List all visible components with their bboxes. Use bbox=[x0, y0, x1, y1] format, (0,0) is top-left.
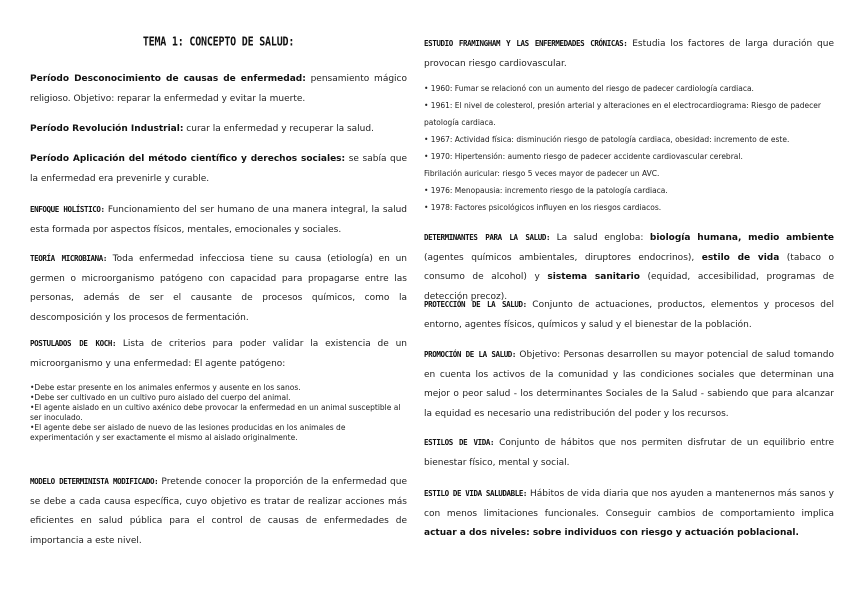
list-item: • 1960: Fumar se relacionó con un aumento del riesgo de padecer cardiología cardiaca. bbox=[424, 84, 754, 93]
heading: PROTECCIÓN DE LA SALUD: bbox=[424, 300, 527, 309]
text: Conjunto de actuaciones, productos, elementos y procesos del entorno, agentes físicos, químicos y salud y el bienestar de la población. bbox=[424, 300, 834, 330]
heading: PROMOCIÓN DE LA SALUD: bbox=[424, 350, 517, 359]
text: Lista de criterios para poder validar la existencia de un microorganismo y una enfermedad: El agente patógeno: bbox=[30, 339, 407, 369]
heading: Período Desconocimiento de causas de enfermedad: bbox=[30, 74, 306, 84]
heading: MODELO DETERMINISTA MODIFICADO: bbox=[30, 477, 159, 486]
heading: ESTILO DE VIDA SALUDABLE: bbox=[424, 489, 528, 498]
list-item: • 1970: Hipertensión: aumento riesgo de padecer accidente cardiovascular cerebral. bbox=[424, 152, 743, 161]
heading: TEORÍA MICROBIANA: bbox=[30, 254, 107, 263]
list-item: •El agente aislado en un cultivo axénico debe provocar la enfermedad en un animal susceptible al ser inoculado. bbox=[30, 403, 401, 422]
list-item: • 1976: Menopausia: incremento riesgo de la patología cardiaca. bbox=[424, 186, 668, 195]
paragraph-estilos-vida bbox=[424, 433, 834, 473]
text: Toda enfermedad infecciosa tiene su causa (etiología) en un germen o microorganismo patógeno con capacidad para propagarse entre las personas, además de ser el causante de procesos químicos, como la descomposición y los procesos de fermentación. bbox=[30, 254, 407, 323]
bold-text: actuar a dos niveles: sobre individuos con riesgo y actuación poblacional. bbox=[424, 528, 799, 538]
heading: Período Revolución Industrial: bbox=[30, 124, 184, 134]
paragraph-proteccion bbox=[424, 295, 834, 335]
page-title: TEMA 1: CONCEPTO DE SALUD: bbox=[142, 35, 295, 50]
paragraph-promocion bbox=[424, 345, 834, 424]
bold-text: estilo de vida bbox=[701, 252, 780, 263]
list-item: •El agente debe ser aislado de nuevo de las lesiones producidas en los animales de experimentación y ser exactamente el mismo al aislado originalmente. bbox=[30, 423, 346, 442]
bold-text: sistema sanitario bbox=[547, 272, 640, 282]
paragraph-desconocimiento bbox=[30, 70, 407, 109]
heading: POSTULADOS DE KOCH: bbox=[30, 339, 117, 348]
paragraph-enfoque-holistico bbox=[30, 200, 407, 240]
text: Conjunto de hábitos que nos permiten disfrutar de un equilibrio entre bienestar físico, mental y social. bbox=[424, 438, 834, 468]
text: Hábitos de vida diaria que nos ayuden a mantenernos más sanos y con menos limitaciones funcionales. Conseguir cambios de comportamiento implica bbox=[424, 489, 834, 519]
text: La salud engloba: bbox=[550, 233, 650, 243]
heading: ESTILOS DE VIDA: bbox=[424, 438, 495, 447]
heading: ESTUDIO FRAMINGHAM Y LAS ENFERMEDADES CRÓNICAS: bbox=[424, 39, 628, 48]
list-item: • 1967: Actividad física: disminución riesgo de patología cardiaca, obesidad: incremento de este. bbox=[424, 135, 790, 144]
heading: Período Aplicación del método científico y derechos sociales: bbox=[30, 154, 346, 164]
paragraph-postulados-koch bbox=[30, 334, 407, 374]
paragraph-modelo-determinista bbox=[30, 472, 407, 551]
text: (agentes químicos ambientales, diruptores endocrinos), bbox=[424, 252, 702, 263]
paragraph-revolucion bbox=[30, 120, 407, 140]
koch-list bbox=[30, 383, 407, 443]
bold-text: biología humana, medio ambiente bbox=[649, 233, 834, 243]
text: (equidad, accesibilidad, programas de detección precoz). bbox=[424, 272, 834, 302]
text: Objetivo: Personas desarrollen su mayor potencial de salud tomando en cuenta los activos de la comunidad y las condiciones sociales que determinan una mejor o peor salud - los determinantes Sociales de la Salud - sabiendo que para alcanzar la equidad es necesario una redistribución del poder y los recursos. bbox=[424, 350, 834, 419]
paragraph-metodo-cientifico bbox=[30, 150, 407, 189]
text: Funcionamiento del ser humano de una manera integral, la salud esta formada por aspectos físicos, mentales, emocionales y sociales. bbox=[30, 205, 407, 235]
heading: DETERMINANTES PARA LA SALUD: bbox=[424, 233, 551, 242]
list-item: Fibrilación auricular: riesgo 5 veces mayor de padecer un AVC. bbox=[424, 169, 660, 178]
paragraph-framingham bbox=[424, 34, 834, 74]
list-item: •Debe ser cultivado en un cultivo puro aislado del cuerpo del animal. bbox=[30, 393, 291, 402]
text: curar la enfermedad y recuperar la salud. bbox=[183, 124, 374, 134]
text: Estudia los factores de larga duración que provocan riesgo cardiovascular. bbox=[424, 39, 834, 69]
text: se sabía que la enfermedad era prevenirle y curable. bbox=[30, 154, 407, 184]
paragraph-estilo-saludable bbox=[424, 484, 834, 544]
paragraph-teoria-microbiana bbox=[30, 249, 407, 328]
text: pensamiento mágico religioso. Objetivo: reparar la enfermedad y evitar la muerte. bbox=[30, 74, 408, 104]
heading: ENFOQUE HOLÍSTICO: bbox=[30, 205, 105, 214]
list-item: •Debe estar presente en los animales enfermos y ausente en los sanos. bbox=[30, 383, 301, 392]
text: (tabaco o consumo de alcohol) y bbox=[424, 252, 834, 282]
list-item: • 1961: El nivel de colesterol, presión arterial y alteraciones en el electrocardiograma: Riesgo de padecer patología cardiaca. bbox=[424, 101, 821, 127]
list-item: • 1978: Factores psicológicos influyen en los riesgos cardiacos. bbox=[424, 203, 662, 212]
framingham-list bbox=[424, 80, 834, 216]
text: Pretende conocer la proporción de la enfermedad que se debe a cada causa específica, cuyo objetivo es tratar de realizar acciones más eficientes en salud pública para el control de causas de enfermedades de importancia a este nivel. bbox=[30, 477, 407, 546]
